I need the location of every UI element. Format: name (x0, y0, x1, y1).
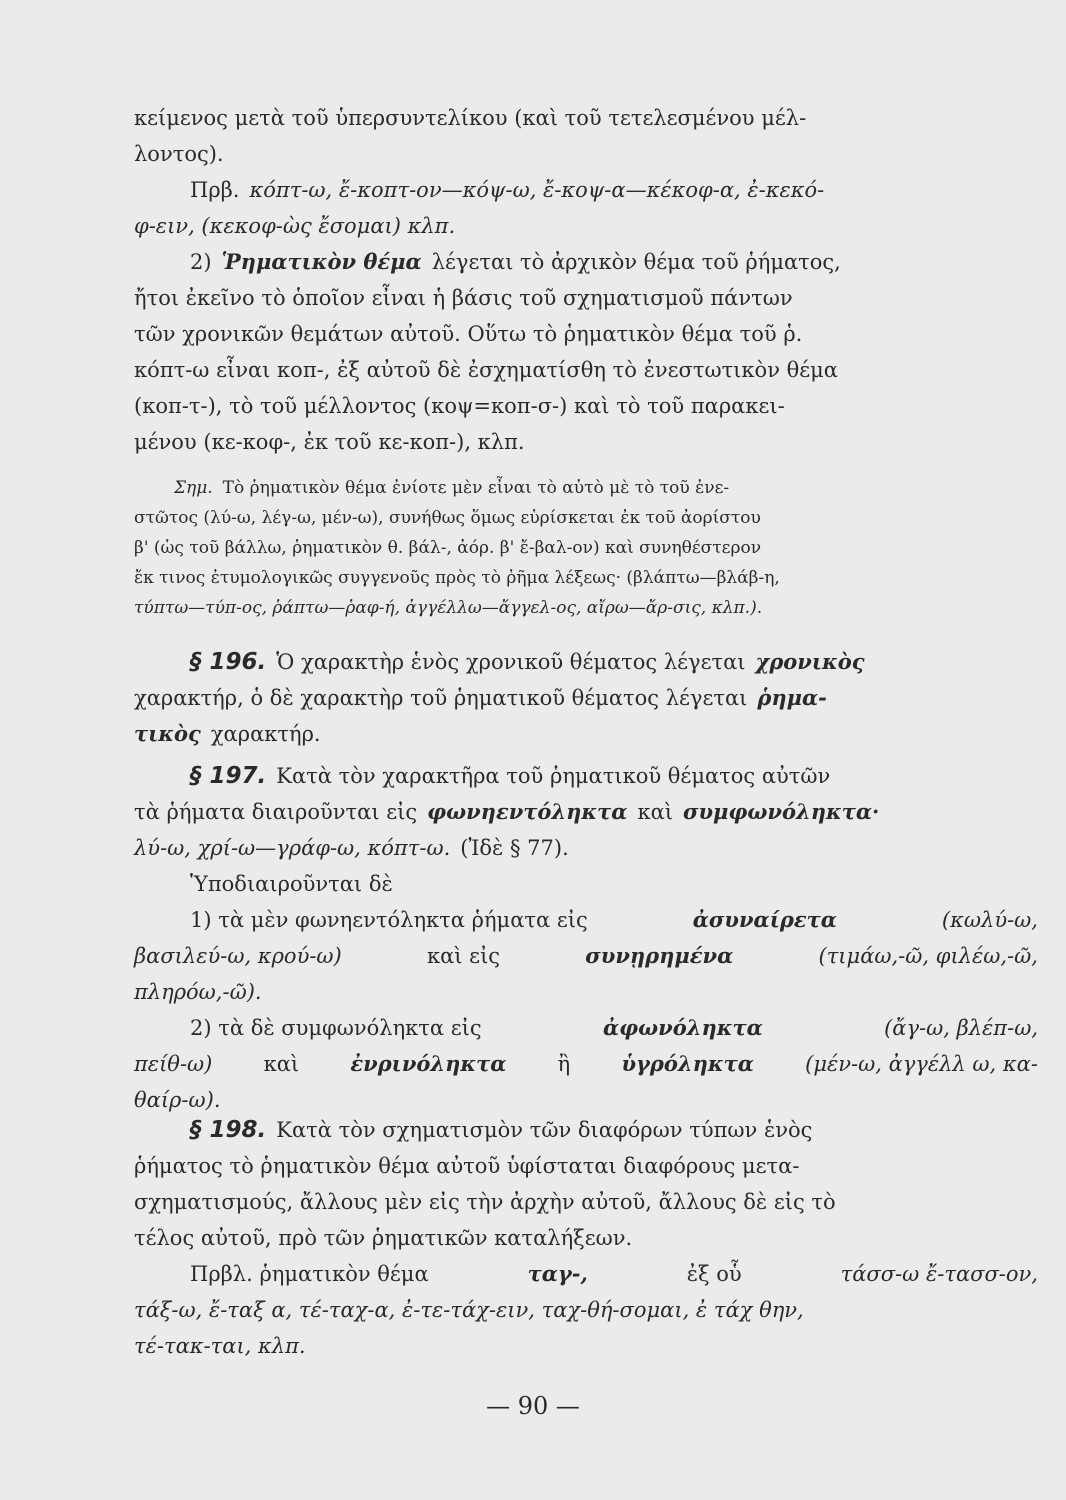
text: Κατὰ τὸν χαρακτῆρα τοῦ ῥηματικοῦ θέματος αὐτῶν (276, 764, 831, 788)
text: Τὸ ῥηματικὸν θέμα ἐνίοτε μὲν εἶναι τὸ αὐτὸ μὲ τὸ τοῦ ἐνε- (222, 478, 730, 498)
text: (κοπ-τ-), τὸ τοῦ μέλλοντος (κοψ=κοπ-σ-) καὶ τὸ τοῦ παρακει- (134, 394, 785, 418)
text-line (134, 506, 1038, 536)
text-line (134, 140, 1038, 176)
text: λέγεται τὸ ἀρχικὸν θέμα τοῦ ῥήματος, (431, 250, 841, 274)
note-label: Σημ. (174, 478, 213, 498)
text-line (134, 798, 1038, 834)
text-line (134, 906, 1038, 942)
term: ῥημα- (757, 685, 827, 710)
text-line (134, 428, 1038, 464)
text-line (134, 356, 1038, 392)
term: συνῃρημένα (585, 943, 734, 968)
text: καὶ εἰς (426, 944, 501, 968)
text: καὶ (637, 800, 673, 824)
text-line (134, 596, 1038, 626)
term: ὑγρόληκτα (621, 1051, 754, 1076)
text: κείμενος μετὰ τοῦ ὑπερσυντελίκου (καὶ τοῦ τετελεσμένου μέλ- (134, 106, 807, 130)
text: ἢ (557, 1052, 571, 1076)
text-line (134, 1296, 1038, 1332)
text: (Ἰδὲ § 77). (460, 836, 569, 860)
text: σχηματισμούς, ἄλλους μὲν εἰς τὴν ἀρχὴν αὐτοῦ, ἄλλους δὲ εἰς τὸ (134, 1190, 836, 1214)
text-line (134, 1224, 1038, 1260)
term: ταγ-, (527, 1261, 588, 1286)
text: (ἄγ-ω, βλέπ-ω, (884, 1016, 1038, 1040)
text: θαίρ-ω). (134, 1088, 221, 1112)
text: ἐξ οὗ (686, 1262, 742, 1286)
section-198 (134, 1116, 1038, 1368)
term: τικὸς (134, 721, 201, 746)
text: χαρακτήρ. (210, 722, 321, 746)
text-line (134, 104, 1038, 140)
text: 2) (190, 250, 212, 274)
section-number: § 198. (190, 1117, 267, 1143)
text-line (134, 176, 1038, 212)
text: Πρβ. (190, 178, 240, 202)
text-line (134, 684, 1038, 720)
text: (μέν-ω, ἀγγέλλ ω, κα- (805, 1052, 1038, 1076)
text: Κατὰ τὸν σχηματισμὸν τῶν διαφόρων τύπων ἑνὸς (276, 1118, 813, 1142)
note (134, 476, 1038, 626)
text-line (134, 248, 1038, 284)
text-line (134, 1014, 1038, 1050)
text: 1) τὰ μὲν φωνηεντόληκτα ῥήματα εἰς (190, 908, 588, 932)
text: τέ-τακ-ται, κλπ. (134, 1334, 306, 1358)
text: τάξ-ω, ἔ-ταξ α, τέ-ταχ-α, ἐ-τε-τάχ-ειν, ταχ-θή-σομαι, ἐ τάχ θην, (134, 1298, 804, 1322)
text: χαρακτήρ, ὁ δὲ χαρακτὴρ τοῦ ῥηματικοῦ θέματος λέγεται (134, 686, 748, 710)
text: καὶ (263, 1052, 300, 1076)
text: μένου (κε-κοφ-, ἐκ τοῦ κε-κοπ-), κλπ. (134, 430, 525, 454)
text: φ-ειν, (κεκοφ-ὼς ἔσομαι) κλπ. (134, 214, 456, 238)
text: κόπτ-ω, ἔ-κοπτ-ον—κόψ-ω, ἔ-κοψ-α—κέκοφ-α, ἐ-κεκό- (249, 178, 825, 202)
term: Ῥηματικὸν θέμα (221, 249, 422, 274)
term: ἀσυναίρετα (692, 907, 837, 932)
text-line (134, 1188, 1038, 1224)
text: λύ-ω, χρί-ω—γράφ-ω, κόπτ-ω. (134, 836, 451, 860)
text: τέλος αὐτοῦ, πρὸ τῶν ῥηματικῶν καταλήξεων. (134, 1226, 633, 1250)
text: Πρβλ. ῥηματικὸν θέμα (190, 1262, 429, 1286)
text: ἤτοι ἐκεῖνο τὸ ὁποῖον εἶναι ἡ βάσις τοῦ σχηματισμοῦ πάντων (134, 286, 793, 310)
text-line (134, 762, 1038, 798)
section-number: § 197. (190, 763, 267, 789)
term: συμφωνόληκτα· (683, 799, 880, 824)
text: τῶν χρονικῶν θεμάτων αὐτοῦ. Οὕτω τὸ ῥηματικὸν θέμα τοῦ ῥ. (134, 322, 803, 346)
text-line (134, 1050, 1038, 1086)
text: πείθ-ω) (134, 1052, 213, 1076)
text-line (134, 870, 1038, 906)
text: ἔκ τινος ἐτυμολογικῶς συγγενοῦς πρὸς τὸ ῥῆμα λέξεως· (βλάπτω—βλάβ-η, (134, 568, 780, 588)
term: χρονικὸς (755, 649, 865, 674)
text: ῥήματος τὸ ῥηματικὸν θέμα αὐτοῦ ὑφίσταται διαφόρους μετα- (134, 1154, 800, 1178)
text: βασιλεύ-ω, κρού-ω) (134, 944, 342, 968)
text-line (134, 536, 1038, 566)
text: πληρόω,-ῶ). (134, 980, 262, 1004)
text-line (134, 1332, 1038, 1368)
text: 2) τὰ δὲ συμφωνόληκτα εἰς (190, 1016, 482, 1040)
text: (κωλύ-ω, (941, 908, 1038, 932)
text-line (134, 476, 1038, 506)
text: τύπτω—τύπ-ος, ῥάπτω—ῥαφ-ή, ἀγγέλλω—ἄγγελ-ος, αἴρω—ἄρ-σις, κλπ.). (134, 598, 763, 618)
section-197 (134, 762, 1038, 1122)
text: τὰ ῥήματα διαιροῦνται εἰς (134, 800, 418, 824)
text: (τιμάω,-ῶ, φιλέω,-ῶ, (818, 944, 1038, 968)
term: φωνηεντόληκτα (427, 799, 628, 824)
text-line (134, 648, 1038, 684)
section-196 (134, 648, 1038, 756)
term: ἐνρινόληκτα (350, 1051, 507, 1076)
term: ἀφωνόληκτα (602, 1015, 763, 1040)
text: β' (ὡς τοῦ βάλλω, ῥηματικὸν θ. βάλ-, ἀόρ. β' ἔ-βαλ-ον) καὶ συνηθέστερον (134, 538, 762, 558)
text-line (134, 978, 1038, 1014)
text-line (134, 320, 1038, 356)
text-line (134, 942, 1038, 978)
text-line (134, 284, 1038, 320)
text-line (134, 392, 1038, 428)
text-line (134, 1152, 1038, 1188)
page-number: — 90 — (486, 1392, 580, 1420)
text: λοντος). (134, 142, 224, 166)
text-line (134, 1116, 1038, 1152)
upper-text (134, 104, 1038, 464)
text: στῶτος (λύ-ω, λέγ-ω, μέν-ω), συνήθως ὅμως εὑρίσκεται ἐκ τοῦ ἀορίστου (134, 508, 761, 528)
text: τάσσ-ω ἔ-τασσ-ον, (840, 1262, 1038, 1286)
text-line (134, 834, 1038, 870)
section-number: § 196. (190, 649, 267, 675)
text-line (134, 720, 1038, 756)
text-line (134, 566, 1038, 596)
text: Ὑποδιαιροῦνται δὲ (190, 872, 393, 896)
text: Ὁ χαρακτὴρ ἑνὸς χρονικοῦ θέματος λέγεται (276, 650, 746, 674)
text-line (134, 1260, 1038, 1296)
text: κόπτ-ω εἶναι κοπ-, ἐξ αὐτοῦ δὲ ἐσχηματίσθη τὸ ἐνεστωτικὸν θέμα (134, 358, 838, 382)
text-line (134, 212, 1038, 248)
